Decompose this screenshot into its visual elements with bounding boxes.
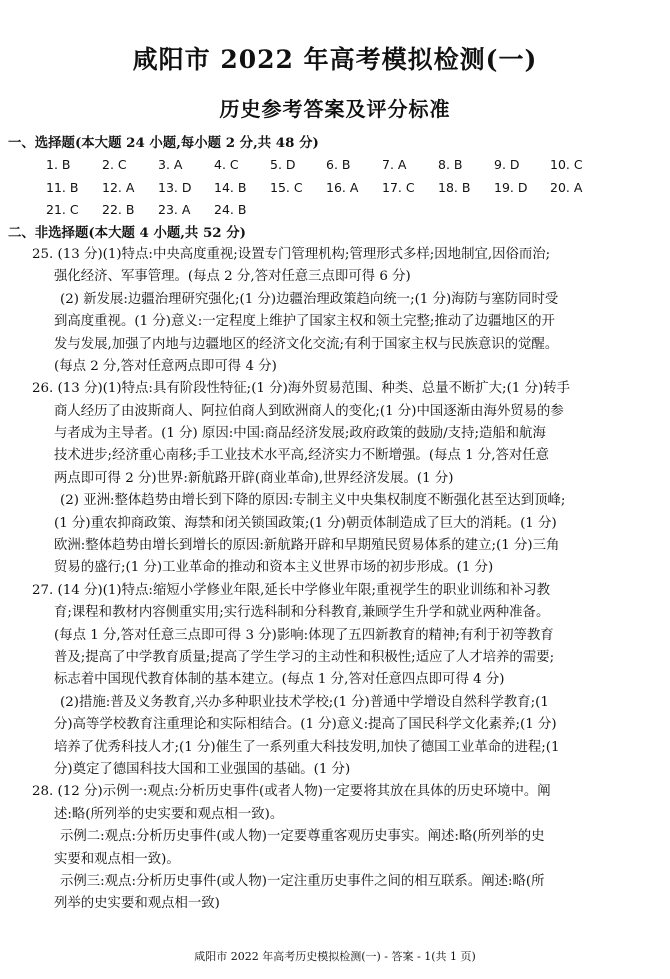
answer-line: 到高度重视。(1 分)意义:一定程度上维护了国家主权和领土完整;推动了边疆地区的开 [54,314,555,330]
answer-line: 述:略(所列举的史实要和观点相一致)。 [54,806,284,822]
answer-line: 育;课程和教材内容侧重实用;实行选科制和分科教育,兼顾学生升学和就业两种准备。 [54,605,550,621]
question-28-answer [16,781,656,915]
choice-answer: 11. B [46,179,79,195]
answer-line: 两点即可得 2 分)世界:新航路开辟(商业革命),世界经济发展。(1 分) [54,470,454,486]
choice-answer: 8. B [438,157,463,173]
choice-answer: 5. D [270,157,296,173]
answer-line: (2) 亚洲:整体趋势由增长到下降的原因:专制主义中央集权制度不断强化甚至达到顶峰; [60,493,566,509]
choice-answer: 1. B [46,157,71,173]
choice-answer: 10. C [550,157,583,173]
answer-line: 27. (14 分)(1)特点:缩短小学修业年限,延长中学修业年限;重视学生的职业训练和补习教 [32,582,551,598]
answer-line: (每点 2 分,答对任意两点即可得 4 分) [54,358,277,374]
choice-answer: 16. A [326,179,359,195]
answer-content [8,132,656,916]
answer-line: 商人经历了由波斯商人、阿拉伯商人到欧洲商人的变化;(1 分)中国逐渐由海外贸易的参 [54,403,564,419]
answer-line: 培养了优秀科技人才;(1 分)催生了一系列重大科技发明,加快了德国工业革命的进程;(1 [54,739,560,755]
section1-heading: 一、选择题(本大题 24 小题,每小题 2 分,共 48 分) [8,135,319,151]
answer-line: 列举的史实要和观点相一致) [54,896,220,912]
answer-line: 标志着中国现代教育体制的基本建立。(每点 1 分,答对任意四点即可得 4 分) [54,672,505,688]
answer-line: 示例二:观点:分析历史事件(或人物)一定要尊重客观历史事实。阐述:略(所列举的史 [60,829,545,845]
answer-line: (1 分)重农抑商政策、海禁和闭关锁国政策;(1 分)朝贡体制造成了巨大的消耗。(1 分) [54,515,557,531]
answer-row [16,154,656,176]
answer-line: 示例三:观点:分析历史事件(或人物)一定注重历史事件之间的相互联系。阐述:略(所 [60,873,545,889]
page-footer: 咸阳市 2022 年高考历史模拟检测(一) - 答案 - 1(共 1 页) [194,950,476,963]
choice-answer: 13. D [158,179,192,195]
choice-answer: 24. B [214,202,247,218]
choice-answer: 14. B [214,179,247,195]
answer-line: (每点 1 分,答对任意三点即可得 3 分)影响:体现了五四新教育的精神;有利于初等教育 [54,627,554,643]
choice-answer: 7. A [382,157,407,173]
answer-row [16,177,656,199]
choice-answer: 2. C [102,157,127,173]
question-26-answer [16,378,656,580]
answer-line: 强化经济、军事管理。(每点 2 分,答对任意三点即可得 6 分) [54,269,411,285]
answer-line: 技术进步;经济重心南移;手工业技术水平高,经济实力不断增强。(每点 1 分,答对任意 [54,448,550,464]
answer-row [16,199,656,221]
answer-line: 26. (13 分)(1)特点:具有阶段性特征;(1 分)海外贸易范围、种类、总量不断扩大;(1 分)转手 [32,381,570,397]
answer-line: 28. (12 分)示例一:观点:分析历史事件(或者人物)一定要将其放在具体的历史环境中。阐 [32,784,551,800]
choice-answer: 9. D [494,157,520,173]
choice-answer: 23. A [158,202,191,218]
page-title: 咸阳市 2022 年高考模拟检测(一) [132,45,538,74]
answer-line: 分)高等学校教育注重理论和实际相结合。(1 分)意义:提高了国民科学文化素养;(1 分) [54,717,557,733]
choice-answer: 3. A [158,157,183,173]
answer-line: 贸易的盛行;(1 分)工业革命的推动和资本主义世界市场的初步形成。(1 分) [54,560,494,576]
choice-answer: 20. A [550,179,583,195]
answer-line: 与者成为主导者。(1 分) 原因:中国:商品经济发展;政府政策的鼓励/支持;造船和航海 [54,426,546,442]
answer-line: 欧洲:整体趋势由增长到增长的原因:新航路开辟和早期殖民贸易体系的建立;(1 分)三角 [54,538,560,554]
answer-line: (2) 新发展:边疆治理研究强化;(1 分)边疆治理政策趋向统一;(1 分)海防与塞防同时受 [60,291,559,307]
choice-answer: 4. C [214,157,239,173]
multiple-choice-answers [16,154,656,221]
answer-line: (2)措施:普及义务教育,兴办多种职业技术学校;(1 分)普通中学增设自然科学教育;(1 [60,694,549,710]
choice-answer: 17. C [382,179,415,195]
answer-line: 实要和观点相一致)。 [54,851,180,867]
section2-heading: 二、非选择题(本大题 4 小题,共 52 分) [8,224,247,241]
choice-answer: 6. B [326,157,351,173]
choice-answer: 19. D [494,179,528,195]
answer-line: 发与发展,加强了内地与边疆地区的经济文化交流;有利于国家主权与民族意识的觉醒。 [54,336,559,352]
choice-answer: 21. C [46,202,79,218]
page-subtitle: 历史参考答案及评分标准 [219,97,451,121]
choice-answer: 18. B [438,179,471,195]
choice-answer: 15. C [270,179,303,195]
answer-line: 普及;提高了中学教育质量;提高了学生学习的主动性和积极性;适应了人才培养的需要; [54,649,555,665]
question-25-answer [16,244,656,378]
choice-answer: 22. B [102,202,135,218]
question-27-answer [16,580,656,782]
answer-line: 25. (13 分)(1)特点:中央高度重视;设置专门管理机构;管理形式多样;因地制宜,因俗而治; [32,246,551,262]
answer-line: 分)奠定了德国科技大国和工业强国的基础。(1 分) [54,761,351,777]
choice-answer: 12. A [102,179,135,195]
